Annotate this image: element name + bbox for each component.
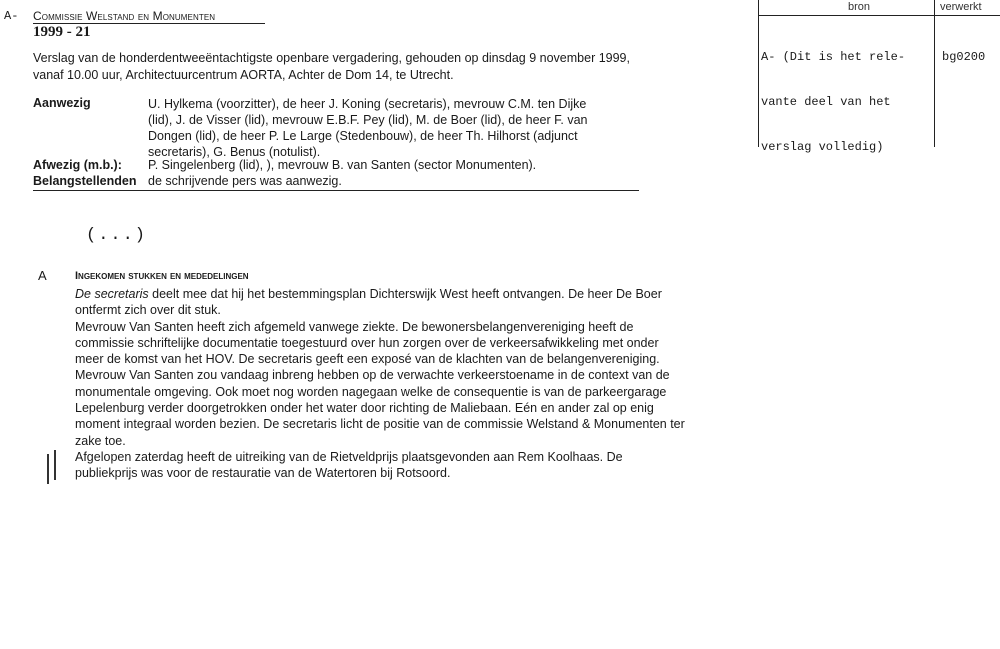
paragraph: Mevrouw Van Santen heeft zich afgemeld vanwege ziekte. De bewonersbelangenvereniging heeft de commissie schriftelijke documentatie toegestuurd over hun zorgen over de verkeersafwikkeling met onder meer de komst van het HOV. De secretaris geeft een exposé van de klachten van de belangenvereniging. Mevrouw Van Santen zou vandaag inbreng hebben op de verwachte verkeerstoename in de context van de monumentale omgeving. Ook moet nog worden nagegaan welke de consequentie is van de parkeergarage Lepelenburg verder doorgetrokken onder het water door richting de Maliebaan. Eén en ander zal op enig moment integraal worden bezien. De secretaris licht de positie van de commissie Welstand & Monumenten ter zake toe. xyxy=(75,319,685,448)
document-number: 1999 - 21 xyxy=(33,24,91,40)
bron-cell xyxy=(761,20,905,185)
commission-title: Commissie Welstand en Monumenten xyxy=(33,9,216,23)
bron-line: A- (Dit is het rele- xyxy=(761,50,906,64)
section-title: Ingekomen stukken en mededelingen xyxy=(75,270,249,282)
paragraph: Afgelopen zaterdag heeft de uitreiking van de Rietveldprijs plaatsgevonden aan Rem Koolhaas. De publiekprijs was voor de restauratie van de Watertoren bij Rotsoord. xyxy=(75,449,623,481)
present-label: Aanwezig xyxy=(33,96,91,110)
table-column-divider xyxy=(934,0,935,147)
margin-bar xyxy=(47,454,49,484)
column-header-bron: bron xyxy=(848,1,871,13)
section-body xyxy=(75,286,685,482)
absent-list: P. Singelenberg (lid), ), mevrouw B. van Santen (sector Monumenten). xyxy=(148,158,537,172)
paragraph-text: deelt mee dat hij het bestemmingsplan Dichterswijk West heeft ontvangen. De heer De Boer ontfermt zich over dit stuk. xyxy=(75,287,662,318)
stakeholders-label: Belangstellenden xyxy=(33,174,137,188)
bron-line: verslag volledig) xyxy=(761,140,884,154)
present-line: secretaris), G. Benus (notulist). xyxy=(148,145,321,159)
paragraph-subject: De secretaris xyxy=(75,287,149,301)
header-divider xyxy=(33,190,639,191)
omission-ellipsis: (...) xyxy=(86,226,148,245)
absent-label: Afwezig (m.b.): xyxy=(33,158,122,172)
table-header-rule xyxy=(758,15,1000,16)
margin-bar xyxy=(54,450,56,480)
bron-line: vante deel van het xyxy=(761,95,891,109)
paragraph xyxy=(75,286,685,319)
verwerkt-cell: bg0200 xyxy=(942,50,986,64)
stakeholders-text: de schrijvende pers was aanwezig. xyxy=(148,174,342,188)
column-header-verwerkt: verwerkt xyxy=(940,1,982,13)
section-letter: A xyxy=(38,268,47,283)
table-border-left xyxy=(758,0,759,147)
source-table xyxy=(758,0,1000,154)
present-list xyxy=(148,96,628,160)
section-marker: A- xyxy=(4,9,19,23)
meeting-intro: Verslag van de honderdentweeëntachtigste openbare vergadering, gehouden op dinsdag 9 november 1999, vanaf 10.00 uur, Architectuurcentrum AORTA, Achter de Dom 14, te Utrecht. xyxy=(33,51,630,82)
present-line: U. Hylkema (voorzitter), de heer J. Koning (secretaris), mevrouw C.M. ten Dijke xyxy=(148,97,587,111)
present-line: (lid), J. de Visser (lid), mevrouw E.B.F. Pey (lid), M. de Boer (lid), de heer F. van xyxy=(148,113,588,127)
present-line: Dongen (lid), de heer P. Le Large (Stedenbouw), de heer Th. Hilhorst (adjunct xyxy=(148,129,578,143)
